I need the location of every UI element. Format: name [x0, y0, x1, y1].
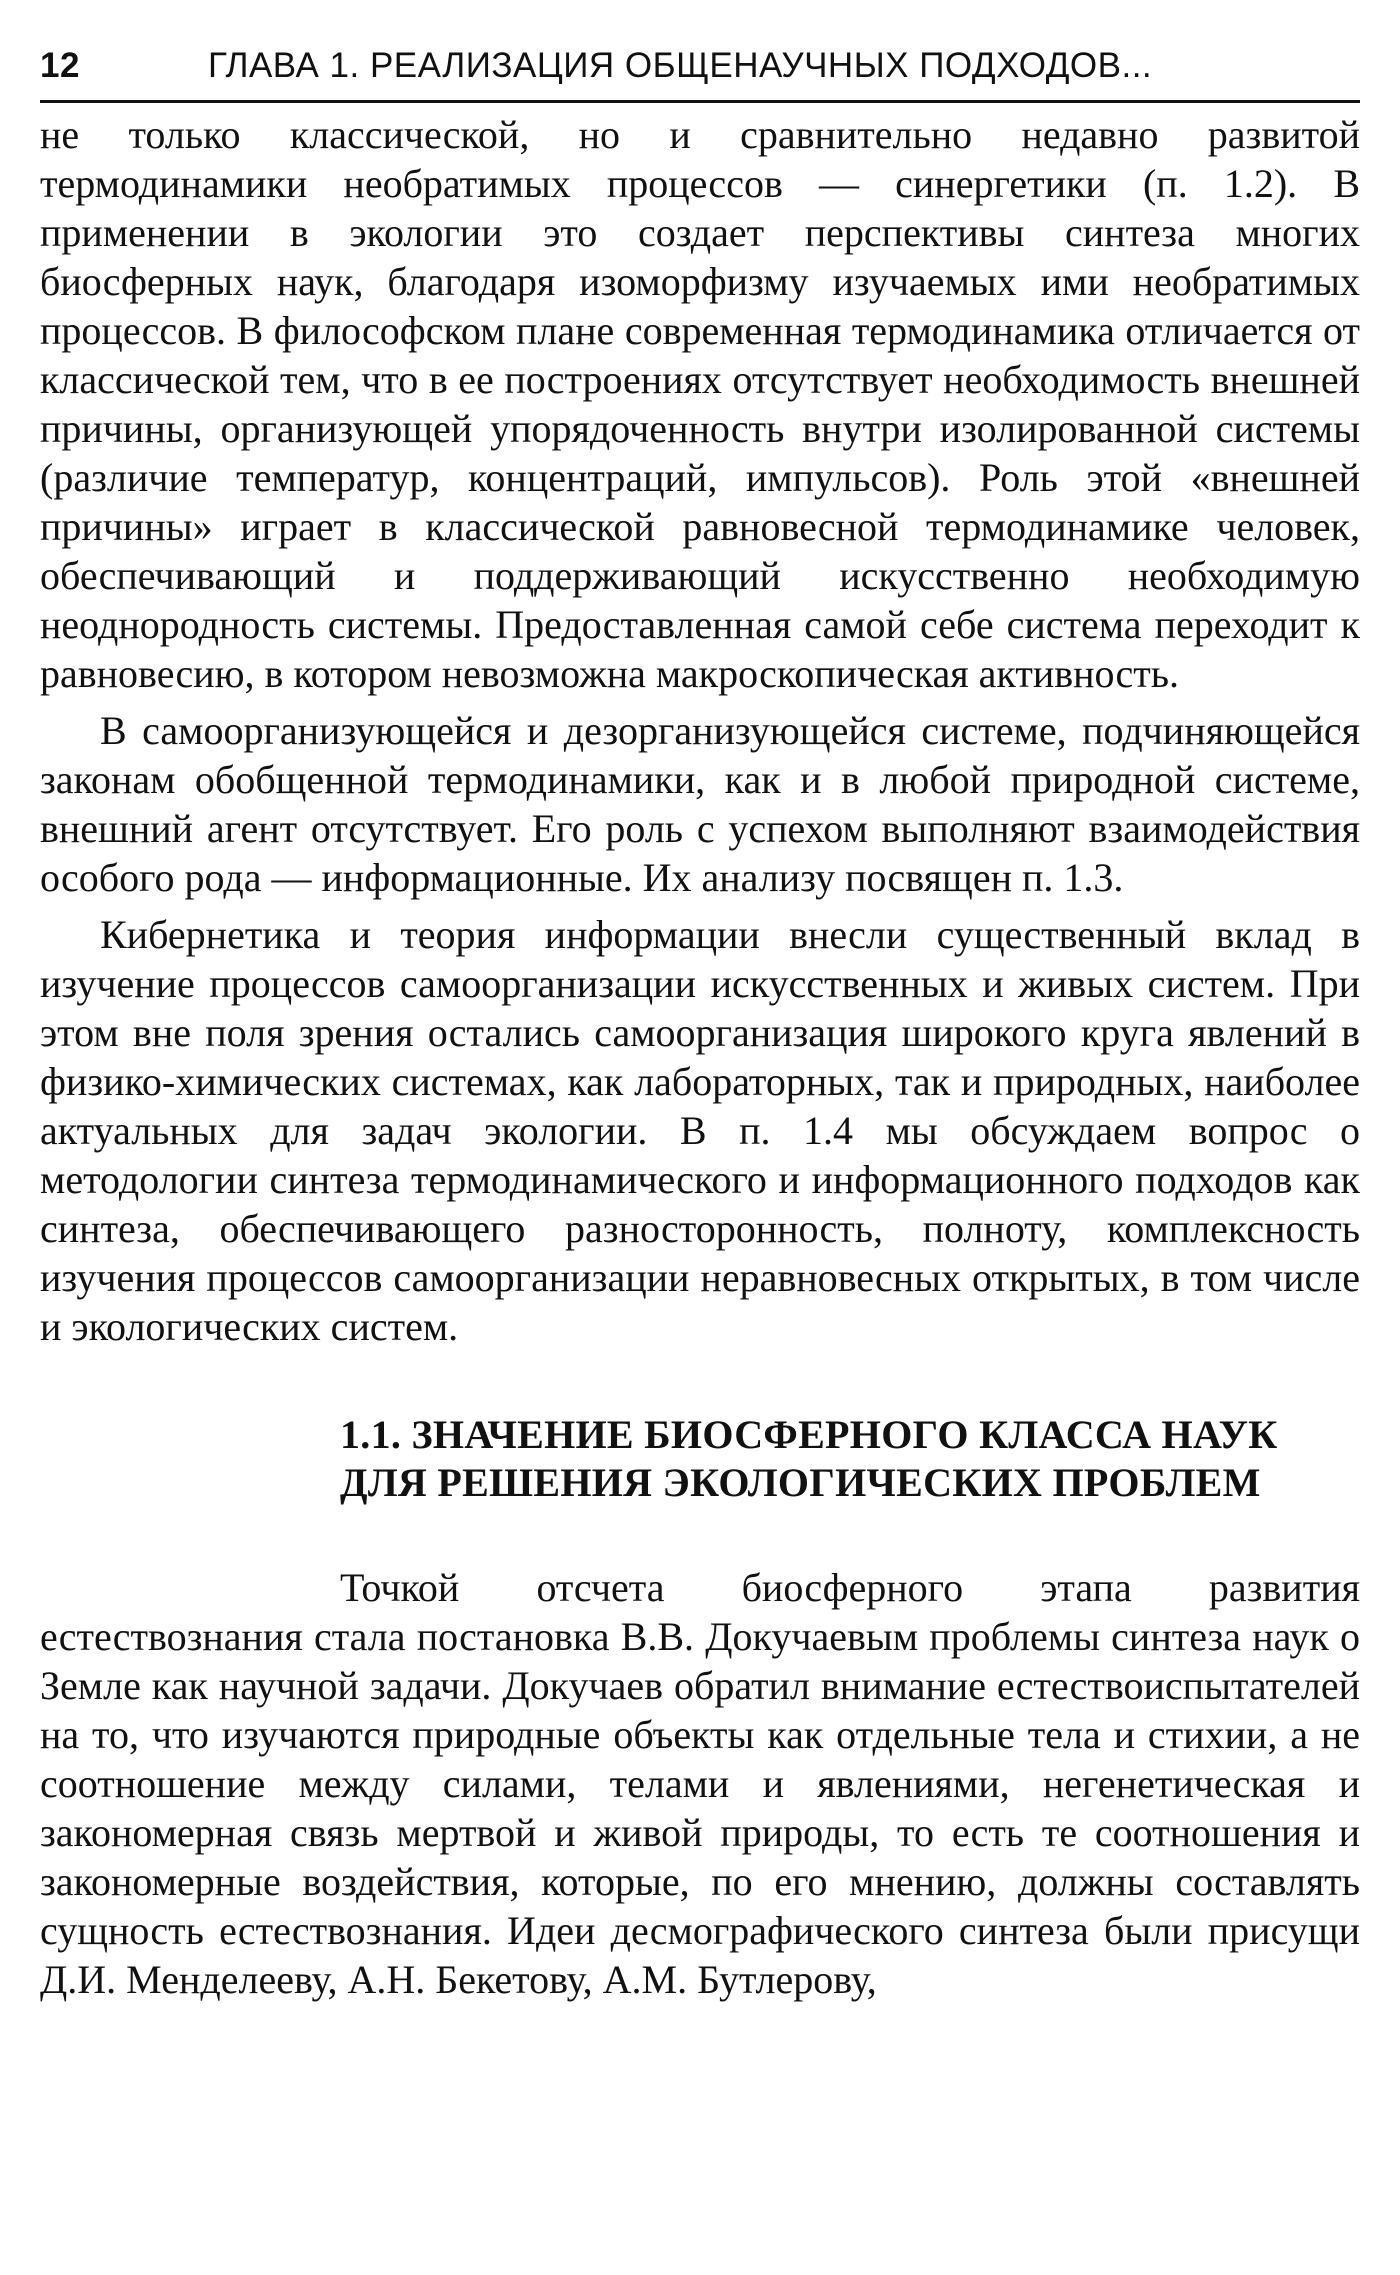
paragraph-thermodynamics: не только классической, но и сравнительно недавно развитой термодинамики необратимых процессов — синергетики (п. 1.2). В применении в экологии это создает перспективы синтеза многих биосферных наук, благодаря изоморфизму изучаемых ими необратимых процессов. В философском плане современная термодинамика отличается от классической тем, что в ее построениях отсутствует необходимость внешней причины, организующей упорядоченность внутри изолированной системы (различие температур, концентраций, импульсов). Роль этой «внешней причины» играет в классической равновесной термодинамике человек, обеспечивающий и поддерживающий искусственно необходимую неоднородность системы. Предоставленная самой себе система переходит к равновесию, в котором невозможна макроскопическая активность.: [40, 112, 1360, 696]
section-heading-line-2: ДЛЯ РЕШЕНИЯ ЭКОЛОГИЧЕСКИХ ПРОБЛЕМ: [340, 1460, 1261, 1505]
page-number: 12: [40, 46, 80, 85]
section-heading: [340, 1411, 1360, 1507]
book-page: [40, 0, 1360, 2275]
paragraph-cybernetics: Кибернетика и теория информации внесли существенный вклад в изучение процессов самоорганизации искусственных и живых систем. При этом вне поля зрения остались самоорганизация широкого круга явлений в физико-химических системах, как лабораторных, так и природных, наиболее актуальных для задач экологии. В п. 1.4 мы обсуждаем вопрос о методологии синтеза термодинамического и информационного подходов как синтеза, обеспечивающего разносторонность, полноту, комплексность изучения процессов самоорганизации неравновесных открытых, в том числе и экологических систем.: [40, 912, 1360, 1349]
running-head: [40, 38, 1360, 98]
header-rule: [40, 100, 1360, 103]
paragraph-self-organization: В самоорганизующейся и дезорганизующейся системе, подчиняющейся законам обобщенной термодинамики, как и в любой природной системе, внешний агент отсутствует. Его роль с успехом выполняют взаимодействия особого рода — информационные. Их анализу посвящен п. 1.3.: [40, 708, 1360, 900]
body-text: [40, 110, 1360, 2004]
chapter-title: ГЛАВА 1. РЕАЛИЗАЦИЯ ОБЩЕНАУЧНЫХ ПОДХОДОВ...: [208, 46, 1153, 85]
paragraph-dokuchaev: Точкой отсчета биосферного этапа развития естествознания стала постановка В.В. Докучаевым проблемы синтеза наук о Земле как научной задачи. Докучаев обратил внимание естествоиспытателей на то, что изучаются природные объекты как отдельные тела и стихии, а не соотношение между силами, телами и явлениями, негенетическая и закономерная связь мертвой и живой природы, то есть те соотношения и закономерные воздействия, которые, по его мнению, должны составлять сущность естествознания. Идеи десмографического синтеза были присущи Д.И. Менделееву, А.Н. Бекетову, А.М. Бутлерову,: [40, 1565, 1360, 2002]
section-heading-line-1: 1.1. ЗНАЧЕНИЕ БИОСФЕРНОГО КЛАССА НАУК: [340, 1412, 1278, 1457]
